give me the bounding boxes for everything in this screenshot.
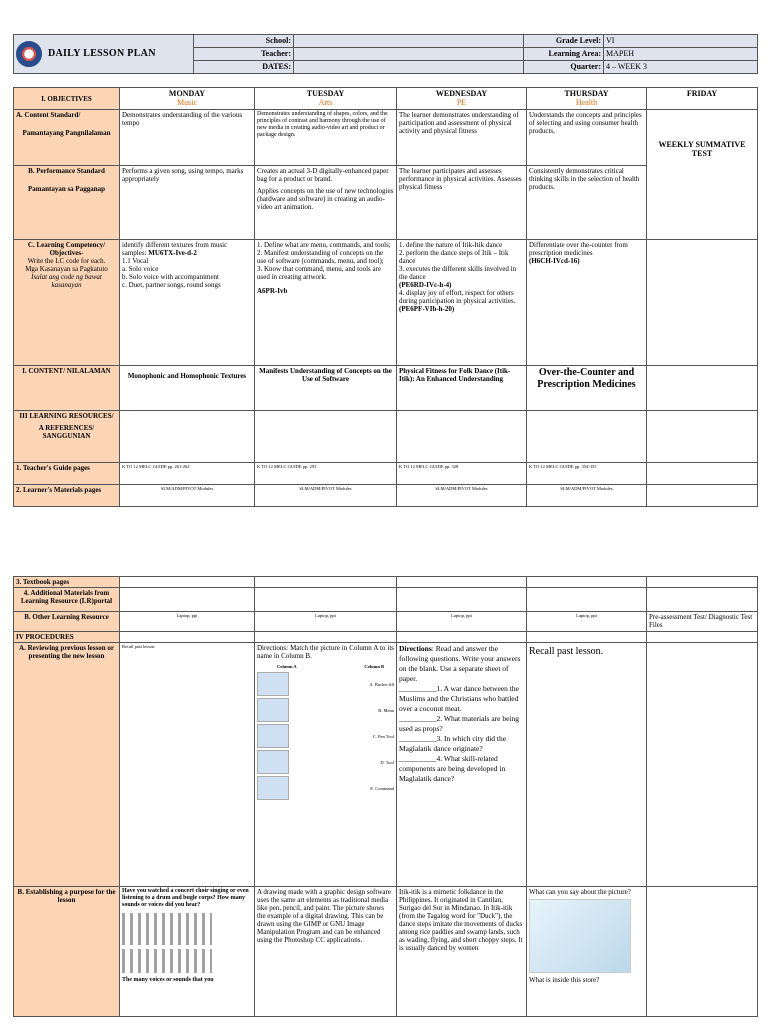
textbook-wed: [397, 577, 527, 588]
purpose-label: B. Establishing a purpose for the lesson: [14, 887, 120, 1017]
proc-mon: [120, 632, 255, 643]
content-thu: Over-the-Counter and Prescription Medicines: [527, 366, 647, 411]
lm-fri: [647, 485, 758, 507]
other-wed: Laptop, ppt: [397, 612, 527, 632]
content-standard-thu: Understands the concepts and principles of selecting and using consumer health products,: [527, 110, 647, 166]
day-header-monday: MONDAY Music: [120, 88, 255, 110]
resources-wed: [397, 411, 527, 463]
day-header-wednesday: WEDNESDAY PE: [397, 88, 527, 110]
quarter-label: Quarter:: [524, 61, 604, 74]
learners-materials-label: 2. Learner's Materials pages: [14, 485, 120, 507]
resources-fri: [647, 411, 758, 463]
content-wed: Physical Fitness for Folk Dance (Itik-Itik): An Enhanced Understanding: [397, 366, 527, 411]
day-header-tuesday: TUESDAY Arts: [255, 88, 397, 110]
lesson-table-page2: [13, 576, 758, 1017]
teachers-guide-label: 1. Teacher's Guide pages: [14, 463, 120, 485]
purpose-mon: Have you watched a concert choir singing or even listening to a drum and bugle corps? How many sounds or voices did you hear? The many voices or sounds that you: [120, 887, 255, 1017]
lm-tue: SLM/ADM/PIVOT Modules: [255, 485, 397, 507]
review-mon: Recall past lesson.: [120, 643, 255, 887]
purpose-wed: Itik-itik is a mimetic folkdance in the Philippines. It originated in Cantilan, Surigao del Sur in Mindanao. In Itik-itik (from the Tagalog word for "Duck"), the dance steps imitate the movements of ducks among rice paddies and swamp lands, such as wading, flying, and short choppy steps. It is usually danced by women: [397, 887, 527, 1017]
performance-standard-label: B. Performance Standard Pamantayan sa Pagganap: [14, 166, 120, 240]
review-tue: Directions: Match the picture in Column A to its name in Column B. Column A Column B A. Bucket fill B. Menu C. Pen Tool D. Tool E. Command: [255, 643, 397, 887]
review-thu: Recall past lesson.: [527, 643, 647, 887]
objectives-label: I. OBJECTIVES: [14, 88, 120, 110]
pencil-icon: [257, 672, 289, 696]
resources-tue: [255, 411, 397, 463]
other-tue: Laptop, ppt: [255, 612, 397, 632]
purpose-fri: [647, 887, 758, 1017]
other-thu: Laptop, ppt: [527, 612, 647, 632]
content-standard-label: A. Content Standard/ Pamantayang Pangnilalaman: [14, 110, 120, 166]
lm-wed: SLM/ADM/PIVOT Modules: [397, 485, 527, 507]
performance-standard-thu: Consistently demonstrates critical thinking skills in the selection of health products.: [527, 166, 647, 240]
competency-tue: 1. Define what are menu, commands, and tools; 2. Manifest understanding of concepts on the use of software (commands, menu, and tool); 3. Know that command, menu, and tools are used in creating artwork. A6PR-Ivb: [255, 240, 397, 366]
toolbar-icon: [257, 750, 289, 774]
performance-standard-wed: The learner participates and assesses performance in physical activities. Assesses physical fitness: [397, 166, 527, 240]
day-header-thursday: THURSDAY Health: [527, 88, 647, 110]
competency-label: C. Learning Competency/ Objectives- Write the LC code for each. Mga Kasanayan sa Pagkatuto Isulat ang code ng bawat kasanayan: [14, 240, 120, 366]
choir-image: [122, 913, 212, 945]
additional-thu: [527, 588, 647, 612]
textbook-label: 3. Textbook pages: [14, 577, 120, 588]
additional-fri: [647, 588, 758, 612]
toolbox-icon: [257, 724, 289, 748]
tg-mon: K TO 12 MELC GUIDE pp. 261-262: [120, 463, 255, 485]
content-mon: Monophonic and Homophonic Textures: [120, 366, 255, 411]
dates-value[interactable]: [294, 61, 524, 74]
proc-tue: [255, 632, 397, 643]
additional-tue: [255, 588, 397, 612]
tg-wed: K TO 12 MELC GUIDE pp. 328: [397, 463, 527, 485]
proc-wed: [397, 632, 527, 643]
procedures-label: IV PROCEDURES: [14, 632, 120, 643]
quarter-value: 4 – WEEK 3: [604, 61, 758, 74]
day-header-friday: FRIDAY: [647, 88, 758, 110]
school-value[interactable]: [294, 35, 524, 48]
content-standard-mon: Demonstrates understanding of the various tempo: [120, 110, 255, 166]
review-label: A. Reviewing previous lesson or presenting the new lesson: [14, 643, 120, 887]
performance-standard-mon: Performs a given song, using tempo, marks appropriately: [120, 166, 255, 240]
header-logo-cell: [14, 35, 194, 74]
other-fri: Pre-assessment Test/ Diagnostic Test Files: [647, 612, 758, 632]
competency-wed: 1. define the nature of Itik-Itik dance 2. perform the dance steps of Itik – Itik dance 3. executes the different skills involved in the dance (PE6RD-IVc-h-4) 4. display joy of effort, respect for others during participation in physical activities. (PE6PF-VIb-h-20): [397, 240, 527, 366]
proc-fri: [647, 632, 758, 643]
purpose-thu: What can you say about the picture? What is inside this store?: [527, 887, 647, 1017]
tg-tue: K TO 12 MELC GUIDE pp. 293: [255, 463, 397, 485]
content-standard-wed: The learner demonstrates understanding of participation and assessment of physical activity and physical fitness: [397, 110, 527, 166]
pharmacy-store-image: [529, 899, 631, 973]
teacher-label: Teacher:: [194, 48, 294, 61]
school-label: School:: [194, 35, 294, 48]
textbook-fri: [647, 577, 758, 588]
area-label: Learning Area:: [524, 48, 604, 61]
lm-thu: SLM/ADM/PIVOT Modules: [527, 485, 647, 507]
deped-seal-icon: [16, 41, 42, 67]
tg-fri: [647, 463, 758, 485]
textbook-thu: [527, 577, 647, 588]
teacher-value[interactable]: [294, 48, 524, 61]
grade-value: VI: [604, 35, 758, 48]
purpose-tue: A drawing made with a graphic design software uses the same art elements as traditional media like pen, pencil, and paint. The picture shows the example of a digital drawing. This can be drawn using the GIMP or GNU Image Manipulation Program and can be enhanced using the Photoshop CC applications.: [255, 887, 397, 1017]
textbook-mon: [120, 577, 255, 588]
header-table: [13, 34, 758, 74]
weekly-summative-test: WEEKLY SUMMATIVE TEST: [647, 110, 758, 240]
content-standard-tue: Demonstrates understanding of shapes, colors, and the principles of contrast and harmony through the use of new media in creating audio-video art and product or package design.: [255, 110, 397, 166]
bucket-fill-icon: [257, 776, 289, 800]
content-tue: Manifests Understanding of Concepts on the Use of Software: [255, 366, 397, 411]
proc-thu: [527, 632, 647, 643]
page-title: DAILY LESSON PLAN: [48, 48, 156, 59]
review-wed: Directions: Read and answer the following questions. Write your answers on the blank. Use a separate sheet of paper. __________1. A war dance between the Muslims and the Christians who battled over a coconut meat. __________2. What materials are being used as props? __________3. In which city did the Maglalatik dance originate? __________4. What skill-related components are being developed in Maglalatik dance?: [397, 643, 527, 887]
lm-mon: SLM/ADM/PIVOT Modules: [120, 485, 255, 507]
other-mon: Laptop, ppt: [120, 612, 255, 632]
singers-image: [122, 949, 212, 973]
content-fri: [647, 366, 758, 411]
additional-label: 4. Additional Materials from Learning Resource (LR)portal: [14, 588, 120, 612]
competency-fri: [647, 240, 758, 366]
menu-screenshot-icon: [257, 698, 289, 722]
resources-label: III LEARNING RESOURCES/ A REFERENCES/ SANGGUNIAN: [14, 411, 120, 463]
dates-label: DATES:: [194, 61, 294, 74]
resources-mon: [120, 411, 255, 463]
grade-label: Grade Level:: [524, 35, 604, 48]
tg-thu: K TO 12 MELC GUIDE pp. 354-355: [527, 463, 647, 485]
lesson-table-page1: [13, 87, 758, 507]
review-fri: [647, 643, 758, 887]
additional-wed: [397, 588, 527, 612]
textbook-tue: [255, 577, 397, 588]
resources-thu: [527, 411, 647, 463]
competency-mon: identify different textures from music samples: MU6TX-Ive-d-2 1.1 Vocal a. Solo voice b. Solo voice with accompaniment c. Duet, partner songs, round songs: [120, 240, 255, 366]
performance-standard-tue: Creates an actual 3-D digitally-enhanced paper bag for a product or brand. Applies concepts on the use of new technologies (hardware and software) in creating an audio-video art animation.: [255, 166, 397, 240]
content-label: I. CONTENT/ NILALAMAN: [14, 366, 120, 411]
area-value: MAPEH: [604, 48, 758, 61]
other-resource-label: B. Other Learning Resource: [14, 612, 120, 632]
competency-thu: Differentiate over the-counter from prescription medicines (H6CH-IVcd-16): [527, 240, 647, 366]
additional-mon: [120, 588, 255, 612]
